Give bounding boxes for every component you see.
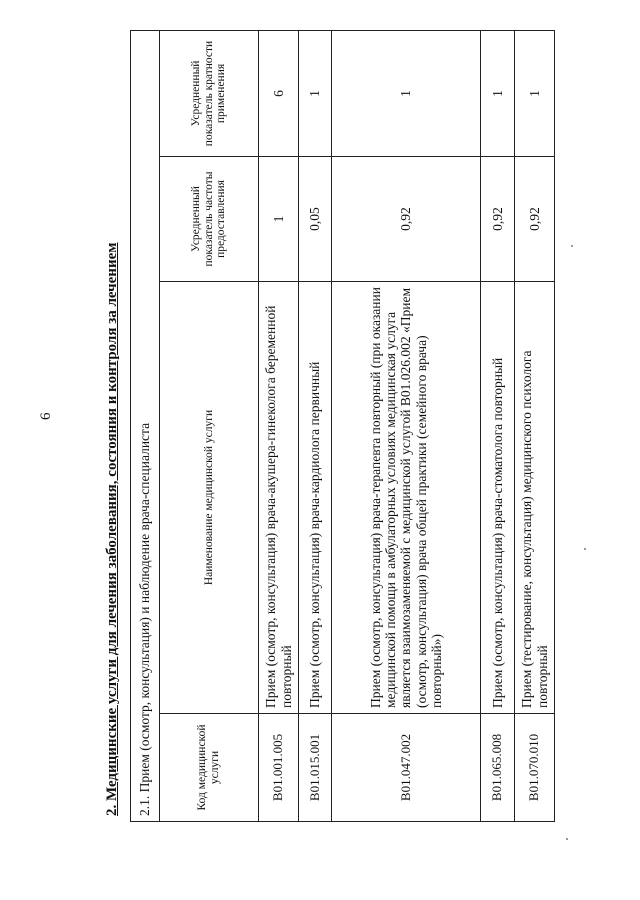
service-code: B01.065.008	[481, 714, 515, 822]
frequency-value: 0,05	[299, 157, 332, 282]
medical-services-table	[130, 30, 555, 822]
frequency-value: 0,92	[515, 157, 555, 282]
service-name: Прием (осмотр, консультация) врача-стоматолога повторный	[481, 282, 515, 714]
service-code: B01.070.010	[515, 714, 555, 822]
service-code: B01.001.005	[259, 714, 299, 822]
header-frequency: Усредненный показатель частоты предоставления	[160, 157, 259, 282]
scan-speck	[566, 838, 568, 840]
page-number: 6	[38, 412, 54, 420]
header-multiplicity: Усредненный показатель кратности применения	[160, 30, 259, 156]
table-row	[481, 30, 515, 821]
subsection-row	[131, 30, 160, 821]
service-name: Прием (осмотр, консультация) врача-кардиолога первичный	[299, 282, 332, 714]
frequency-value: 1	[259, 157, 299, 282]
service-code: B01.047.002	[332, 714, 481, 822]
subsection-title: 2.1. Прием (осмотр, консультация) и наблюдение врача-специалиста	[131, 30, 160, 821]
service-name: Прием (осмотр, консультация) врача-терапевта повторный (при оказании медицинской помощи в амбулаторных условиях медицинская услуга является взаимозаменяемой с медицинской услугой B01.026.002 «Прием (осмотр, консультация) врача общей практики (семейного врача) повторный»)	[332, 282, 481, 714]
frequency-value: 0,92	[481, 157, 515, 282]
multiplicity-value: 1	[481, 30, 515, 156]
service-code: B01.015.001	[299, 714, 332, 822]
multiplicity-value: 1	[515, 30, 555, 156]
header-name: Наименование медицинской услуги	[160, 282, 259, 714]
table-row	[299, 30, 332, 821]
multiplicity-value: 1	[299, 30, 332, 156]
table-row	[259, 30, 299, 821]
multiplicity-value: 1	[332, 30, 481, 156]
service-name: Прием (тестирование, консультация) медицинского психолога повторный	[515, 282, 555, 714]
header-code: Код медицинской услуги	[160, 714, 259, 822]
table-header-row	[160, 30, 259, 821]
scan-speck	[571, 245, 573, 247]
section-heading: 2. Медицинские услуги для лечения заболевания, состояния и контроля за лечением	[104, 242, 120, 816]
table-row	[332, 30, 481, 821]
rotated-page-content	[100, 22, 550, 822]
service-name: Прием (осмотр, консультация) врача-акушера-гинеколога беременной повторный	[259, 282, 299, 714]
scan-speck	[584, 548, 586, 550]
table-row	[515, 30, 555, 821]
frequency-value: 0,92	[332, 157, 481, 282]
multiplicity-value: 6	[259, 30, 299, 156]
